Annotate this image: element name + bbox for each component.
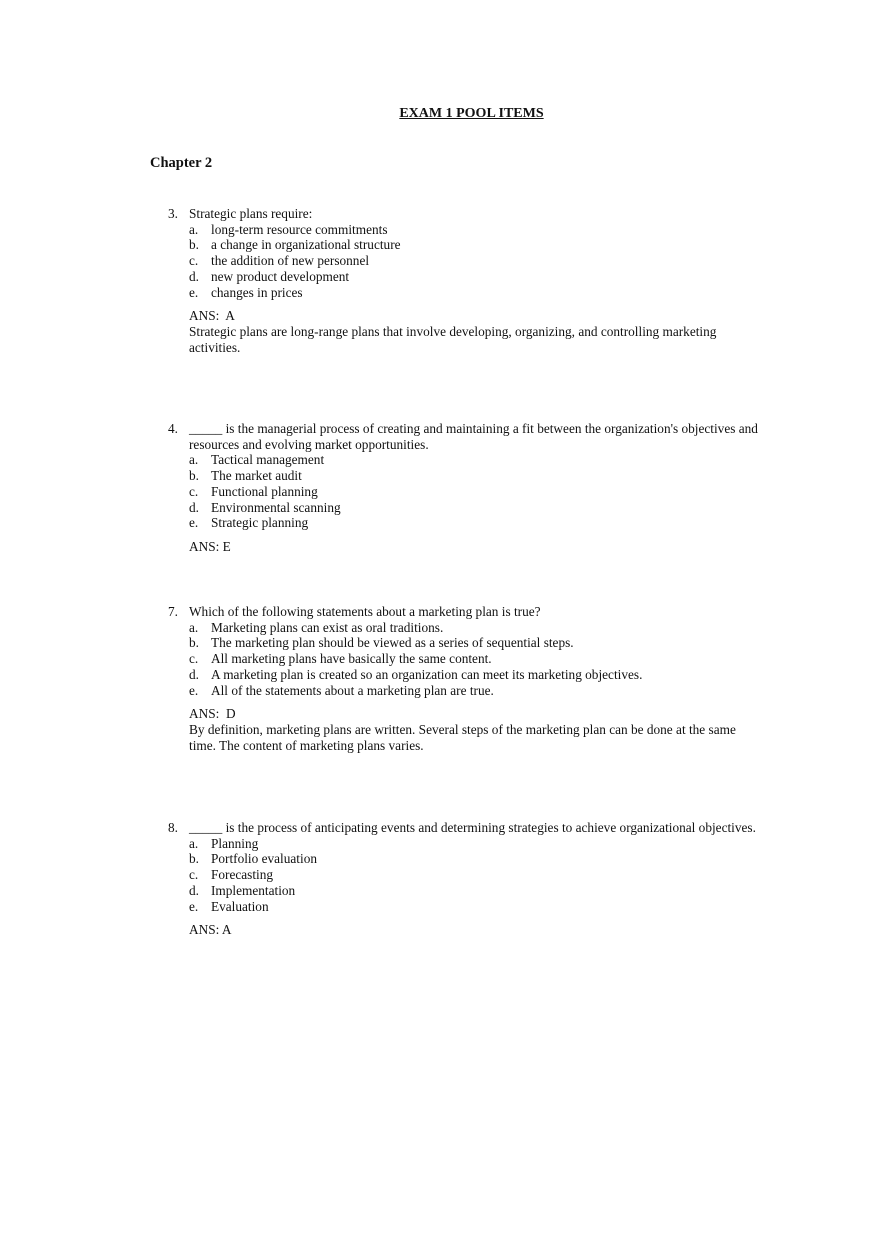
option-letter: d.	[189, 499, 199, 515]
document-title: EXAM 1 POOL ITEMS	[399, 106, 544, 121]
option-letter: d.	[189, 268, 199, 284]
question-8	[168, 820, 758, 938]
question-text: _____ is the process of anticipating events and determining strategies to achieve organizational objectives.	[189, 820, 756, 835]
option-c	[189, 484, 758, 500]
option-letter: c.	[189, 867, 199, 883]
option-c	[189, 253, 758, 269]
question-text: Strategic plans require:	[189, 206, 313, 221]
option-a	[189, 620, 758, 636]
answer-rationale: Strategic plans are long-range plans that involve developing, organizing, and controlling marketing activities.	[189, 323, 717, 355]
option-text: Tactical management	[211, 452, 325, 468]
option-d	[189, 883, 758, 899]
option-text: Environmental scanning	[211, 499, 341, 515]
option-c	[189, 651, 758, 667]
question-7	[168, 604, 758, 753]
option-letter: c.	[189, 483, 199, 499]
option-a	[189, 836, 758, 852]
answer-key: ANS: D	[189, 706, 236, 722]
answer-key: ANS: A	[189, 308, 235, 324]
option-letter: e.	[189, 682, 199, 698]
answer-key: ANS: A	[189, 922, 232, 938]
chapter-heading: Chapter 2	[150, 155, 213, 171]
option-letter: c.	[189, 651, 199, 667]
option-text: Functional planning	[211, 483, 318, 499]
option-e	[189, 899, 758, 915]
option-d	[189, 667, 758, 683]
option-text: Implementation	[211, 882, 296, 898]
option-text: A marketing plan is created so an organization can meet its marketing objectives.	[211, 666, 643, 682]
answer-options	[168, 836, 758, 915]
option-e	[189, 515, 758, 531]
option-a	[189, 222, 758, 238]
answer-options	[168, 222, 758, 301]
option-letter: b.	[189, 237, 199, 253]
option-letter: e.	[189, 515, 199, 531]
option-text: All marketing plans have basically the same content.	[211, 651, 492, 667]
answer-rationale: By definition, marketing plans are written. Several steps of the marketing plan can be done at the same time. The content of marketing plans varies.	[189, 721, 736, 753]
option-letter: e.	[189, 898, 199, 914]
option-letter: c.	[189, 253, 199, 269]
question-stem	[168, 604, 758, 620]
answer-key: ANS: E	[189, 538, 231, 554]
option-text: Evaluation	[211, 898, 269, 914]
answer-options	[168, 620, 758, 699]
option-text: long-term resource commitments	[211, 221, 388, 237]
option-text: Forecasting	[211, 867, 274, 883]
option-letter: d.	[189, 666, 199, 682]
question-4	[168, 421, 758, 555]
question-stem	[168, 421, 758, 452]
option-letter: b.	[189, 468, 199, 484]
option-d	[189, 500, 758, 516]
option-letter: a.	[189, 221, 199, 237]
question-3	[168, 206, 758, 355]
option-letter: b.	[189, 635, 199, 651]
option-text: a change in organizational structure	[211, 237, 401, 253]
option-text: changes in prices	[211, 284, 303, 300]
question-stem	[168, 820, 758, 836]
option-e	[189, 683, 758, 699]
question-number: 4.	[168, 421, 178, 436]
option-b	[189, 851, 758, 867]
option-text: new product development	[211, 268, 350, 284]
option-letter: a.	[189, 619, 199, 635]
question-text: _____ is the managerial process of creating and maintaining a fit between the organization's objectives and resources and evolving market opportunities.	[189, 421, 758, 452]
option-letter: d.	[189, 882, 199, 898]
option-text: Strategic planning	[211, 515, 309, 531]
option-text: The market audit	[211, 468, 302, 484]
question-number: 8.	[168, 820, 178, 835]
question-stem	[168, 206, 758, 222]
option-text: Portfolio evaluation	[211, 851, 317, 867]
option-text: the addition of new personnel	[211, 253, 370, 269]
option-e	[189, 285, 758, 301]
question-text: Which of the following statements about a marketing plan is true?	[189, 604, 541, 619]
option-b	[189, 635, 758, 651]
option-text: All of the statements about a marketing plan are true.	[211, 682, 494, 698]
option-b	[189, 237, 758, 253]
option-letter: a.	[189, 452, 199, 468]
option-d	[189, 269, 758, 285]
question-number: 3.	[168, 206, 178, 221]
option-text: Planning	[211, 835, 259, 851]
option-text: Marketing plans can exist as oral traditions.	[211, 619, 444, 635]
option-letter: e.	[189, 284, 199, 300]
question-number: 7.	[168, 604, 178, 619]
option-b	[189, 468, 758, 484]
option-letter: b.	[189, 851, 199, 867]
option-text: The marketing plan should be viewed as a series of sequential steps.	[211, 635, 574, 651]
option-c	[189, 867, 758, 883]
option-a	[189, 452, 758, 468]
answer-options	[168, 452, 758, 531]
option-letter: a.	[189, 835, 199, 851]
